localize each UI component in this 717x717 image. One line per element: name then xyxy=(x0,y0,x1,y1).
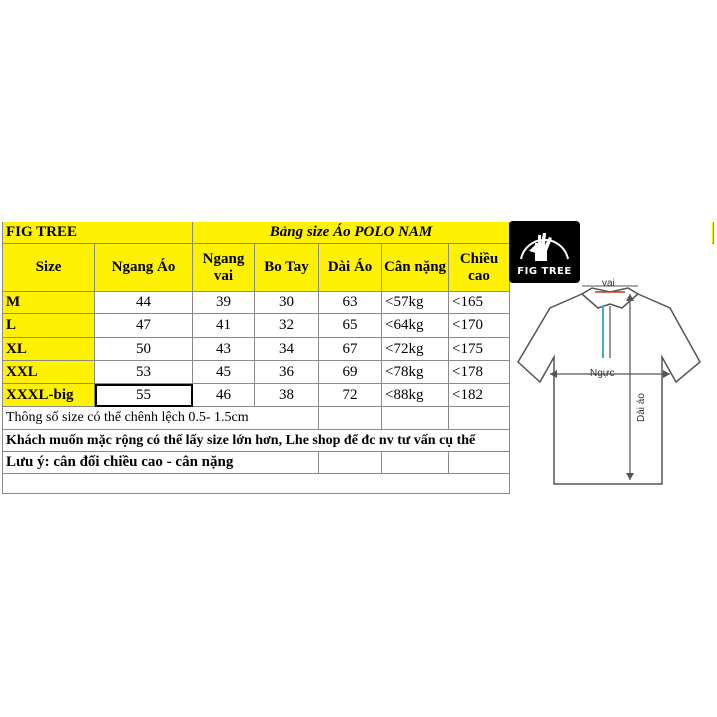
empty-cell xyxy=(449,452,510,474)
shoulder-label: vai xyxy=(602,278,615,289)
variance-note: Thông số size có thể chênh lệch 0.5- 1.5cm xyxy=(3,407,319,430)
brand-logo xyxy=(509,221,580,283)
chest-label: Ngực xyxy=(590,368,615,379)
bo-tay-cell: 32 xyxy=(255,314,319,338)
empty-cell xyxy=(449,407,510,430)
ngang-ao-cell-selected[interactable]: 55 xyxy=(95,384,193,407)
size-cell: M xyxy=(3,292,95,314)
ngang-vai-cell: 41 xyxy=(193,314,255,338)
bo-tay-cell: 30 xyxy=(255,292,319,314)
advice-note: Khách muốn mặc rộng có thể lấy size lớn hơn, Lhe shop để đc nv tư vấn cụ thể xyxy=(3,430,510,452)
col-header-ngang-vai: Ngang vai xyxy=(193,244,255,292)
can-nang-cell: <78kg xyxy=(382,361,449,384)
col-header-dai-ao: Dài Áo xyxy=(319,244,382,292)
logo-text: FIG TREE xyxy=(517,266,572,277)
empty-cell xyxy=(382,407,449,430)
bo-tay-cell: 34 xyxy=(255,338,319,361)
ngang-vai-cell: 46 xyxy=(193,384,255,407)
bo-tay-cell: 36 xyxy=(255,361,319,384)
dai-ao-cell: 67 xyxy=(319,338,382,361)
size-cell: L xyxy=(3,314,95,338)
chieu-cao-cell: <182 xyxy=(449,384,510,407)
col-header-size: Size xyxy=(3,244,95,292)
ngang-vai-cell: 45 xyxy=(193,361,255,384)
can-nang-cell: <64kg xyxy=(382,314,449,338)
ngang-ao-cell: 47 xyxy=(95,314,193,338)
ngang-vai-cell: 43 xyxy=(193,338,255,361)
ngang-ao-cell: 44 xyxy=(95,292,193,314)
size-cell: XL xyxy=(3,338,95,361)
remark-note: Lưu ý: cân đối chiều cao - cân nặng xyxy=(3,452,319,474)
hands-icon xyxy=(509,221,580,265)
col-header-chieu-cao: Chiều cao xyxy=(449,244,510,292)
col-header-bo-tay: Bo Tay xyxy=(255,244,319,292)
dai-ao-cell: 72 xyxy=(319,384,382,407)
length-label: Dài áo xyxy=(636,393,647,422)
can-nang-cell: <57kg xyxy=(382,292,449,314)
ngang-vai-cell: 39 xyxy=(193,292,255,314)
size-cell: XXXL-big xyxy=(3,384,95,407)
chieu-cao-cell: <178 xyxy=(449,361,510,384)
empty-cell xyxy=(3,474,510,494)
size-cell: XXL xyxy=(3,361,95,384)
dai-ao-cell: 65 xyxy=(319,314,382,338)
dai-ao-cell: 69 xyxy=(319,361,382,384)
empty-cell xyxy=(382,452,449,474)
ngang-ao-cell: 50 xyxy=(95,338,193,361)
col-header-can-nang: Cân nặng xyxy=(382,244,449,292)
ngang-ao-cell: 53 xyxy=(95,361,193,384)
bo-tay-cell: 38 xyxy=(255,384,319,407)
empty-cell xyxy=(319,407,382,430)
can-nang-cell: <72kg xyxy=(382,338,449,361)
chieu-cao-cell: <170 xyxy=(449,314,510,338)
brand-cell: FIG TREE xyxy=(3,222,193,244)
empty-cell xyxy=(319,452,382,474)
dai-ao-cell: 63 xyxy=(319,292,382,314)
col-header-ngang-ao: Ngang Áo xyxy=(95,244,193,292)
chieu-cao-cell: <175 xyxy=(449,338,510,361)
chieu-cao-cell: <165 xyxy=(449,292,510,314)
table-title: Bảng size Áo POLO NAM xyxy=(193,222,510,244)
can-nang-cell: <88kg xyxy=(382,384,449,407)
